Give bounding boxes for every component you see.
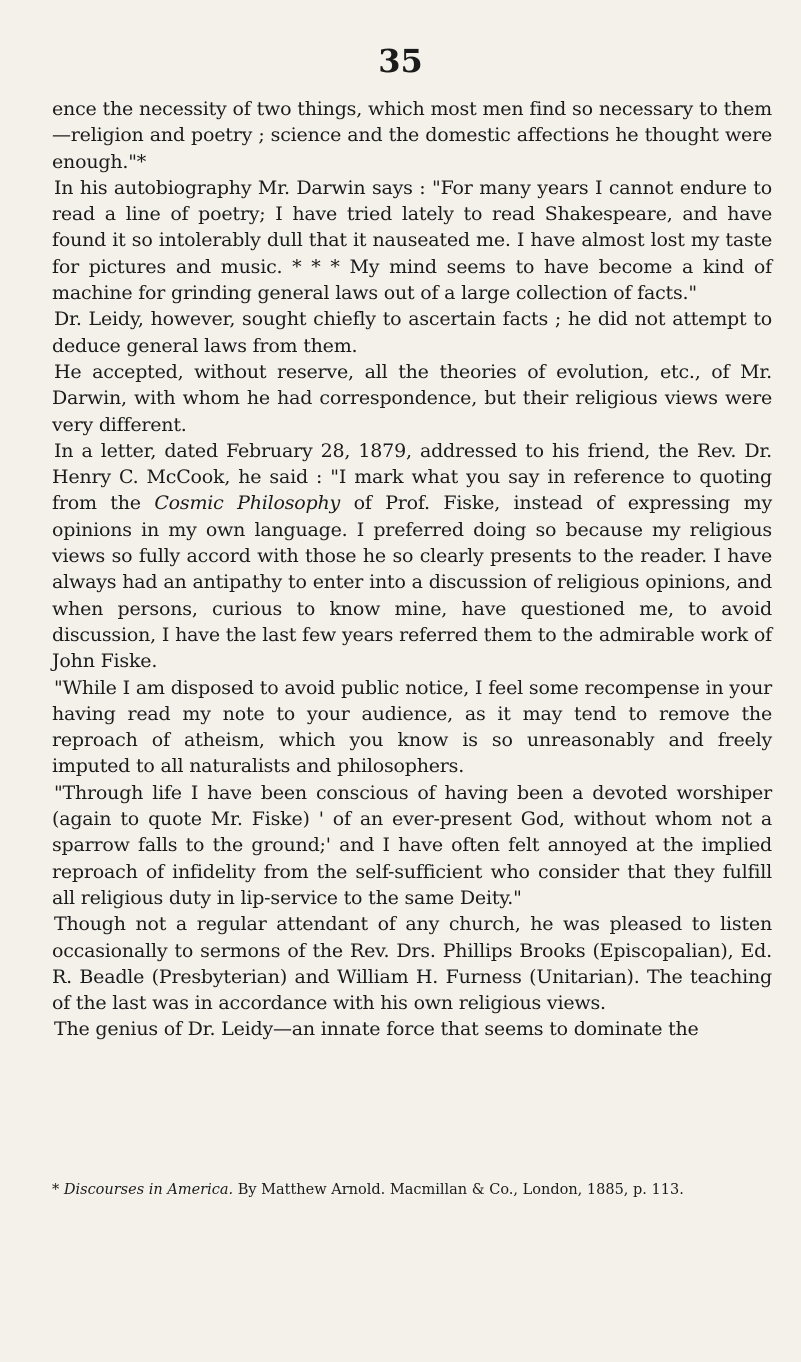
paragraph-text: of Prof. Fiske, instead of expressing my opinions in my own language. I preferred doing so because my religious views so fully accord with those he so clearly presents to the reader. I have always had an antipathy to enter into a discussion of religious opinions, and when persons, curious to know mine, have questioned me, to avoid discussion, I have the last few years referred them to the admirable work of John Fiske. — [52, 492, 773, 673]
paragraph: In his autobiography Mr. Darwin says : "For many years I cannot endure to read a line of poetry; I have tried lately to read Shakespeare, and have found it so intolerably dull that it nauseated me. I have almost lost my taste for pictures and music. * * * My mind seems to have become a kind of machine for grinding general laws out of a large collection of facts." — [52, 176, 772, 305]
paragraph — [52, 438, 772, 675]
book-title: Cosmic Philosophy — [154, 492, 341, 515]
paragraph: ence the necessity of two things, which most men find so necessary to them—religion and poetry ; science and the domestic affections he thought were enough."* — [52, 98, 772, 173]
page-number: 35 — [378, 42, 423, 80]
footnote-text: By Matthew Arnold. Macmillan & Co., London, 1885, p. 113. — [233, 1182, 684, 1198]
footnote-title: Discourses in America. — [63, 1182, 234, 1198]
paragraph: Though not a regular attendant of any church, he was pleased to listen occasionally to sermons of the Rev. Drs. Phillips Brooks (Episcopalian), Ed. R. Beadle (Presbyterian) and William H. Furness (Unitarian). The teaching of the last was in accordance with his own religious views. — [52, 913, 772, 1015]
paragraph: Dr. Leidy, however, sought chiefly to ascertain facts ; he did not attempt to deduce general laws from them. — [52, 308, 772, 357]
paragraph: He accepted, without reserve, all the theories of evolution, etc., of Mr. Darwin, with whom he had correspondence, but their religious views were very different. — [52, 360, 772, 436]
footnote — [52, 1181, 772, 1199]
footnote-marker: * — [52, 1182, 64, 1198]
paragraph-text: In a letter, dated February 28, 1879, addressed to his friend, the Rev. Dr. Henry C. McCook, he said : "I mark what you say in reference to quoting from the — [52, 439, 772, 515]
paragraph: "While I am disposed to avoid public notice, I feel some recompense in your having read my note to your audience, as it may tend to remove the reproach of atheism, which you know is so unreasonably and freely imputed to all naturalists and philosophers. — [52, 676, 772, 778]
paragraph: The genius of Dr. Leidy—an innate force that seems to dominate the — [54, 1018, 699, 1041]
body-text — [52, 96, 772, 1043]
paragraph: "Through life I have been conscious of having been a devoted worshiper (again to quote Mr. Fiske) ' of an ever-present God, without whom not a sparrow falls to the ground;' and I have often felt annoyed at the implied reproach of infidelity from the self-sufficient who consider that they fulfill all religious duty in lip-service to the same Deity." — [52, 781, 772, 909]
